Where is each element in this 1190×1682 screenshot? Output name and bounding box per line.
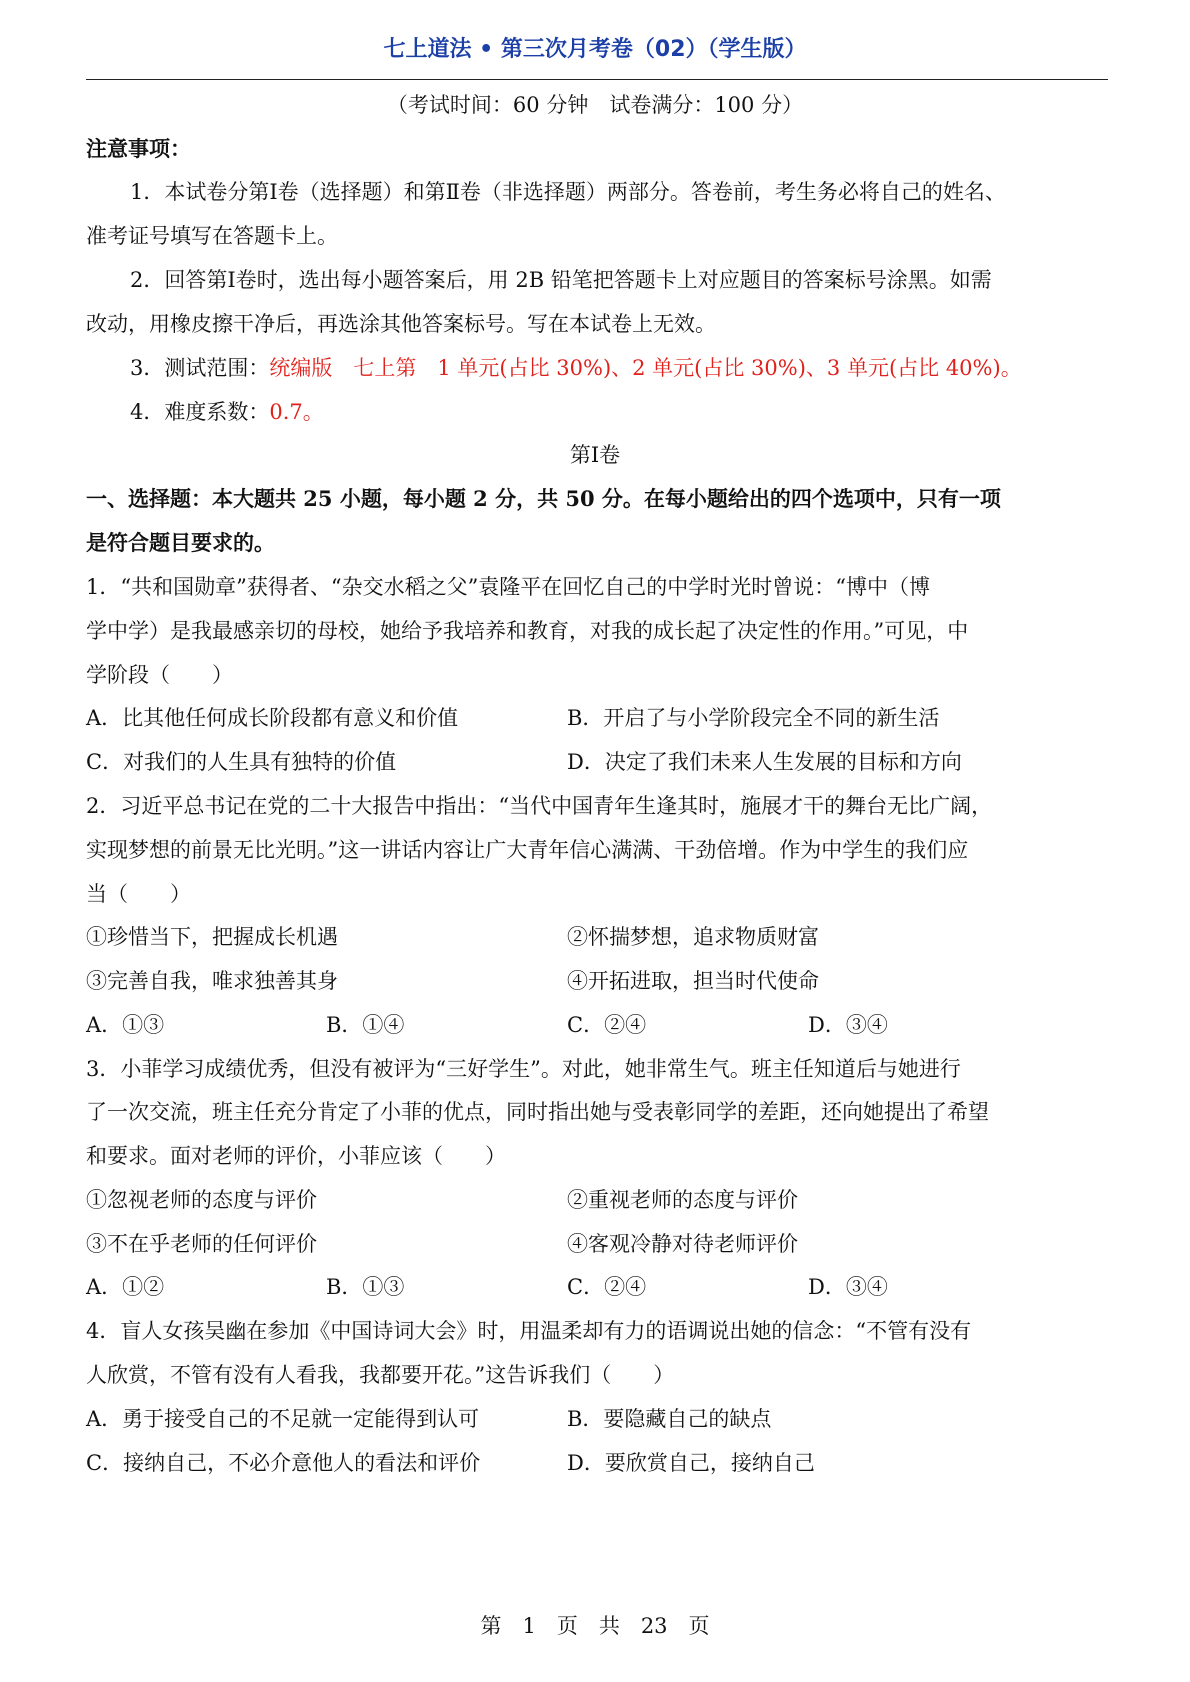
q2-option-d: D．③④ [808,1013,888,1037]
q2-option-b: B．①④ [326,1013,405,1037]
q3-statement-3: ③不在乎老师的任何评价 [86,1232,317,1256]
notice-item-3-label: 3．测试范围： [130,356,270,380]
q4-option-d: D．要欣赏自己，接纳自己 [567,1451,815,1475]
q2-option-a: A．①③ [86,1013,165,1037]
exam-info: （考试时间：60 分钟 试卷满分：100 分） [386,93,804,117]
q1-stem-line-3: 学阶段（ ） [86,663,233,687]
q1-option-d: D．决定了我们未来人生发展的目标和方向 [567,750,962,774]
q3-option-d: D．③④ [808,1275,888,1299]
q3-statement-4: ④客观冷静对待老师评价 [567,1232,798,1256]
notice-item-4-label: 4．难度系数： [130,400,270,424]
q1-stem-line-1: 1．“共和国勋章”获得者、“杂交水稻之父”袁隆平在回忆自己的中学时光时曾说：“博中（博 [86,575,931,599]
document-title: 七上道法 • 第三次月考卷（02）（学生版） [383,37,807,62]
q4-stem-line-1: 4．盲人女孩吴幽在参加《中国诗词大会》时，用温柔却有力的语调说出她的信念：“不管有没有 [86,1319,972,1343]
volume-title: 第Ⅰ卷 [569,443,621,467]
q4-option-c: C．接纳自己，不必介意他人的看法和评价 [86,1451,481,1475]
q2-statement-3: ③完善自我，唯求独善其身 [86,969,338,993]
q2-stem-line-2: 实现梦想的前景无比光明。”这一讲话内容让广大青年信心满满、干劲倍增。作为中学生的我们应 [86,838,969,862]
q1-stem-line-2: 学中学）是我最感亲切的母校，她给予我培养和教育，对我的成长起了决定性的作用。”可见，中 [86,619,969,643]
q1-option-a: A．比其他任何成长阶段都有意义和价值 [86,706,459,730]
q3-statement-2: ②重视老师的态度与评价 [567,1188,798,1212]
q3-option-c: C．②④ [567,1275,647,1299]
notice-item-1-line-1: 1．本试卷分第Ⅰ卷（选择题）和第Ⅱ卷（非选择题）两部分。答卷前，考生务必将自己的姓名、 [130,180,1006,204]
q4-option-a: A．勇于接受自己的不足就一定能得到认可 [86,1407,480,1431]
q3-option-a: A．①② [86,1275,165,1299]
q3-statement-1: ①忽视老师的态度与评价 [86,1188,317,1212]
q3-option-b: B．①③ [326,1275,405,1299]
q4-stem-line-2: 人欣赏，不管有没有人看我，我都要开花。”这告诉我们（ ） [86,1363,675,1387]
q1-option-c: C．对我们的人生具有独特的价值 [86,750,397,774]
q2-option-c: C．②④ [567,1013,647,1037]
q2-stem-line-1: 2．习近平总书记在党的二十大报告中指出：“当代中国青年生逢其时，施展才干的舞台无比广阔， [86,794,993,818]
q2-statement-2: ②怀揣梦想，追求物质财富 [567,925,819,949]
q3-stem-line-1: 3．小菲学习成绩优秀，但没有被评为“三好学生”。对此，她非常生气。班主任知道后与她进行 [86,1057,961,1081]
notice-item-2-line-2: 改动，用橡皮擦干净后，再选涂其他答案标号。写在本试卷上无效。 [86,312,716,336]
q2-stem-line-3: 当（ ） [86,882,191,906]
section-1-heading-line-2: 是符合题目要求的。 [86,530,275,555]
q4-option-b: B．要隐藏自己的缺点 [567,1407,772,1431]
page-number: 第 1 页 共 23 页 [480,1614,710,1638]
notice-item-2-line-1: 2．回答第Ⅰ卷时，选出每小题答案后，用 2B 铅笔把答题卡上对应题目的答案标号涂黑。如需 [130,268,992,292]
notice-item-4 [130,397,324,427]
notice-heading: 注意事项： [86,136,191,161]
header-divider [86,79,1108,80]
section-1-heading-line-1: 一、选择题：本大题共 25 小题，每小题 2 分，共 50 分。在每小题给出的四个选项中，只有一项 [86,486,1001,511]
q3-stem-line-2: 了一次交流，班主任充分肯定了小菲的优点，同时指出她与受表彰同学的差距，还向她提出了希望 [86,1100,989,1124]
q2-statement-1: ①珍惜当下，把握成长机遇 [86,925,338,949]
q2-statement-4: ④开拓进取，担当时代使命 [567,969,819,993]
notice-item-4-value: 0.7。 [269,400,324,424]
notice-item-1-line-2: 准考证号填写在答题卡上。 [86,224,338,248]
notice-item-3 [130,353,1022,383]
q1-option-b: B．开启了与小学阶段完全不同的新生活 [567,706,940,730]
q3-stem-line-3: 和要求。面对老师的评价，小菲应该（ ） [86,1144,506,1168]
notice-item-3-value: 统编版 七上第 1 单元(占比 30%)、2 单元(占比 30%)、3 单元(占比 40%)。 [269,356,1022,380]
